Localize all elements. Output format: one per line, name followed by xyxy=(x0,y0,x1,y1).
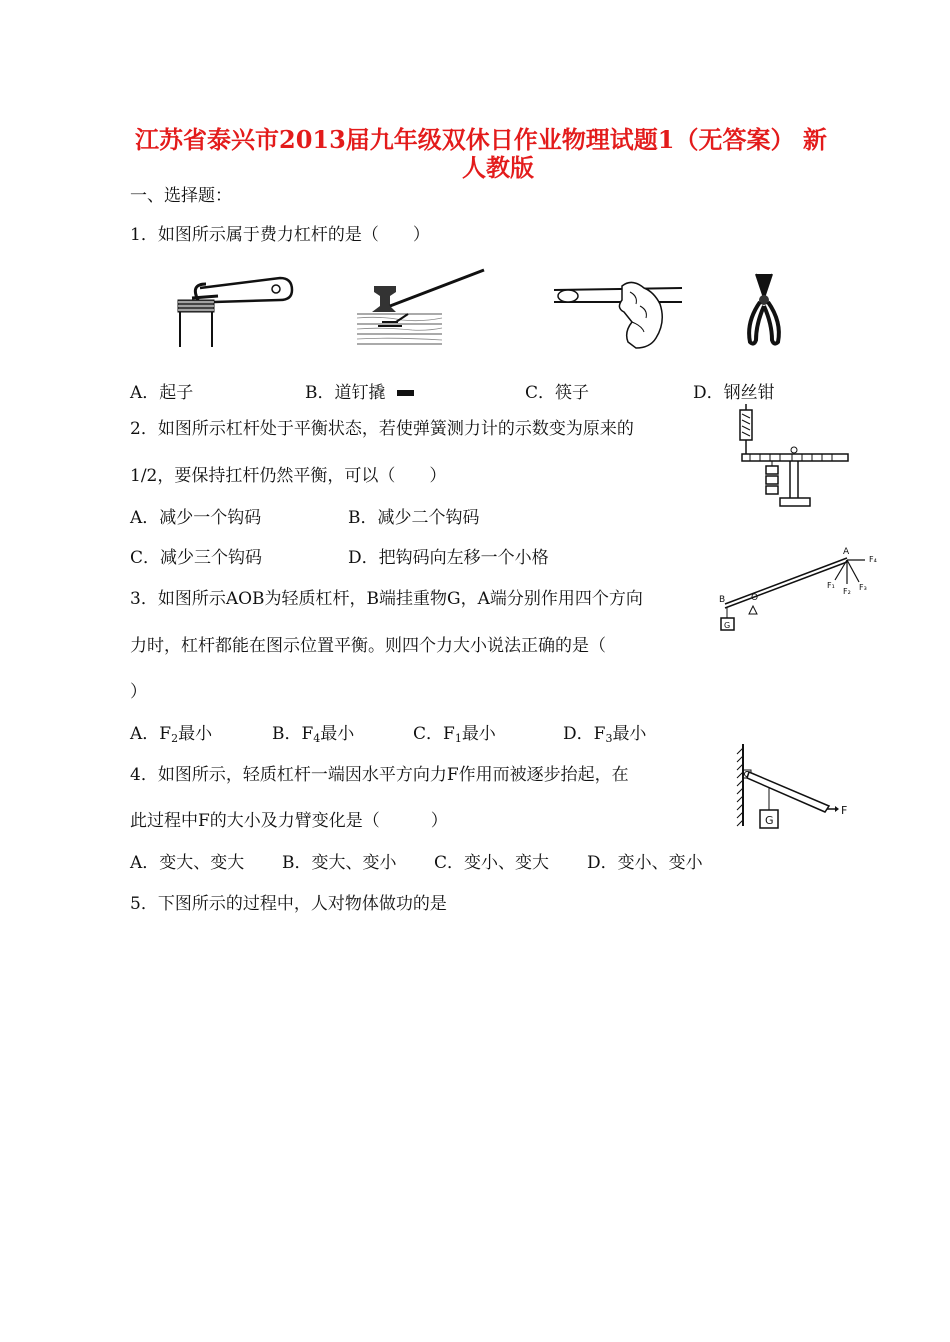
q3-option-a: A．$F_2$最小 xyxy=(130,724,213,745)
rail-spike-bar-image xyxy=(352,266,492,346)
lever-balance-figure xyxy=(728,402,848,512)
q3-stem-line3: ） xyxy=(130,682,147,702)
q1-option-c: C．筷子 xyxy=(525,383,590,403)
q4-stem-line2: 此过程中F的大小及力臂变化是（ ） xyxy=(130,811,448,831)
fig4-label-f: F xyxy=(841,804,848,817)
fig3-label-f1: F₁ xyxy=(827,581,835,590)
stray-mark xyxy=(397,390,414,396)
wall-lever-figure xyxy=(735,742,850,837)
fig3-label-b: B xyxy=(719,595,726,605)
bottle-opener-image xyxy=(170,272,295,347)
q1-option-b: B．道钉撬 xyxy=(305,383,386,403)
q1-option-a: A．起子 xyxy=(130,383,194,403)
q3-stem-line1: 3．如图所示AOB为轻质杠杆，B端挂重物G，A端分别作用四个方向 xyxy=(130,589,643,609)
q4-option-d: D．变小、变小 xyxy=(587,853,703,873)
fig3-label-o: O xyxy=(751,593,759,603)
q2-option-d: D．把钩码向左移一个小格 xyxy=(348,548,549,568)
section-heading: 一、选择题： xyxy=(130,186,232,206)
doc-title-line2: 人教版 xyxy=(462,153,534,182)
fig3-label-f2: F₂ xyxy=(843,587,851,596)
q4-option-a: A．变大、变大 xyxy=(130,853,245,873)
q1-option-d: D．钢丝钳 xyxy=(693,383,775,403)
chopsticks-image xyxy=(552,282,687,352)
q5-stem: 5．下图所示的过程中，人对物体做功的是 xyxy=(130,894,447,914)
fig3-label-g: G xyxy=(724,621,731,630)
q1-stem: 1．如图所示属于费力杠杆的是（ ） xyxy=(130,225,430,245)
fig4-label-g: G xyxy=(765,814,774,827)
q2-stem-line1: 2．如图所示杠杆处于平衡状态，若使弹簧测力计的示数变为原来的 xyxy=(130,419,634,439)
aob-lever-figure xyxy=(715,542,877,637)
q2-stem-line2: 1/2，要保持扛杆仍然平衡，可以（ ） xyxy=(130,466,447,486)
q3-option-d: D．$F_3$最小 xyxy=(563,724,647,745)
q2-option-b: B．减少二个钩码 xyxy=(348,508,480,528)
pliers-image xyxy=(742,272,787,347)
q2-option-a: A．减少一个钩码 xyxy=(130,508,262,528)
fig3-label-f3: F₃ xyxy=(859,583,867,592)
q4-option-c: C．变小、变大 xyxy=(434,853,550,873)
fig3-label-f4: F₄ xyxy=(869,555,877,564)
q2-option-c: C．减少三个钩码 xyxy=(130,548,263,568)
doc-title-line1: 江苏省泰兴市2013届九年级双休日作业物理试题1（无答案） 新 xyxy=(135,125,827,154)
fig3-label-a: A xyxy=(843,547,850,557)
q3-stem-line2: 力时，杠杆都能在图示位置平衡。则四个力大小说法正确的是（ xyxy=(130,636,606,656)
q4-stem-line1: 4．如图所示，轻质杠杆一端因水平方向力F作用而被逐步抬起，在 xyxy=(130,765,629,785)
q3-option-c: C．$F_1$最小 xyxy=(413,724,496,745)
q3-option-b: B．$F_4$最小 xyxy=(272,724,355,745)
q4-option-b: B．变大、变小 xyxy=(282,853,397,873)
